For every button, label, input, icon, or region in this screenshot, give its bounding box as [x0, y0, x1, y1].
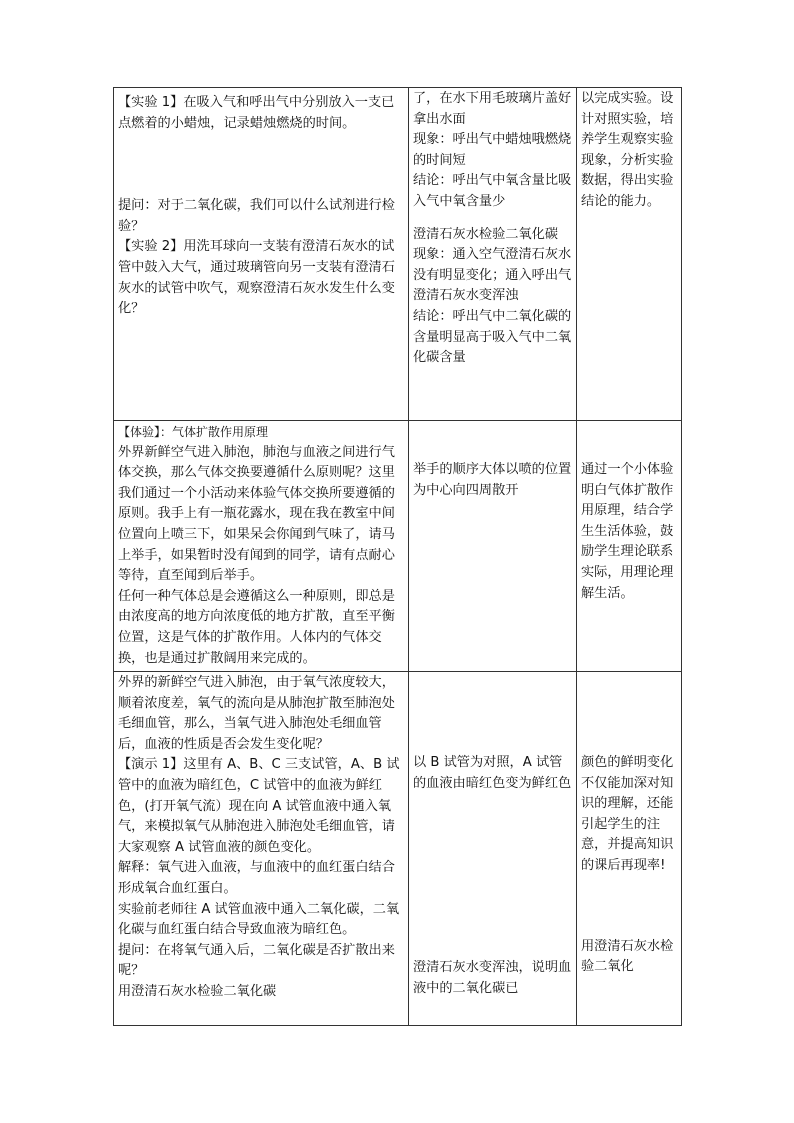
student-text: 现象：通入空气澄清石灰水没有明显变化；通入呼出气澄清石灰水变浑浊 [413, 247, 572, 304]
teacher-text: 外界的新鲜空气进入肺泡，由于氧气浓度较大，顺着浓度差，氧气的流向是从肺泡扩散至肺泡处毛细血管，那么，当氧气进入肺泡处毛细血管后，血液的性质是否会发生变化呢？ [118, 675, 395, 752]
design-intent-cell [577, 421, 682, 672]
experiment-2-text: 【实验 2】用洗耳球向一支装有澄清石灰水的试管中鼓入大气，通过玻璃管向另一支装有澄清石灰水的试管中吹气，观察澄清石灰水发生什么变化？ [118, 239, 395, 317]
table-row [114, 88, 682, 421]
teacher-text: 用澄清石灰水检验二氧化碳 [118, 983, 277, 999]
student-text: 以 B 试管为对照，A 试管的血液由暗红色变为鲜红色 [413, 755, 572, 791]
teacher-activity-cell [114, 421, 409, 672]
intent-text: 通过一个小体验明白气体扩散作用原理，结合学生生活体验，鼓励学生理论联系实际，用理论理解生活。 [581, 462, 674, 601]
teacher-activity-cell [114, 672, 409, 1026]
question-text: 提问：在将氧气通入后，二氧化碳是否扩散出来呢？ [118, 942, 395, 979]
student-text: 了，在水下用毛玻璃片盖好拿出水面 [413, 91, 572, 127]
explanation-text: 解释：氧气进入血液，与血液中的血红蛋白结合形成氧合血红蛋白。 [118, 860, 395, 896]
student-activity-cell [409, 88, 577, 421]
teacher-activity-cell [114, 88, 409, 421]
student-activity-cell [409, 421, 577, 672]
table-row [114, 421, 682, 672]
student-text: 结论：呼出气中二氧化碳的含量明显高于吸入气中二氧化碳含量 [413, 308, 572, 366]
teacher-text: 外界新鲜空气进入肺泡，肺泡与血液之间进行气体交换，那么气体交换要遵循什么原则呢？这里我们通过一个小活动来体验气体交换所要遵循的原则。我手上有一瓶花露水，现在我在教室中间位置向上喷三下，如果呆会你闻到气味了，请马上举手，如果暂时没有闻到的同学，请有点耐心等待，直至闻到后举手。 [118, 444, 395, 584]
experiment-1-text: 【实验 1】在吸入气和呼出气中分别放入一支已点燃着的小蜡烛，记录蜡烛燃烧的时间。 [118, 95, 395, 131]
student-text: 结论：呼出气中氧含量比吸入气中氧含量少 [413, 173, 572, 209]
intent-text: 颜色的鲜明变化不仅能加深对知识的理解，还能引起学生的注意，并提高知识的课后再现率! [581, 755, 674, 873]
teacher-text: 任何一种气体总是会遵循这么一种原则，即总是由浓度高的地方向浓度低的地方扩散，直至平衡位置，这是气体的扩散作用。人体内的气体交换，也是通过扩散阔用来完成的。 [118, 588, 395, 666]
intent-text: 以完成实验。设计对照实验，培养学生观察实验现象，分析实验数据，得出实验结论的能力。 [581, 91, 674, 209]
student-text: 举手的顺序大体以喷的位置为中心向四周散开 [413, 462, 572, 498]
question-text: 提问：对于二氧化碳，我们可以什么试剂进行检验？ [118, 198, 395, 234]
lesson-plan-table [113, 87, 682, 1026]
table-row [114, 672, 682, 1026]
student-text: 澄清石灰水检验二氧化碳 [413, 226, 559, 242]
design-intent-cell [577, 672, 682, 1026]
teacher-text: 实验前老师往 A 试管血液中通入二氧化碳，二氧化碳与血红蛋白结合导致血液为暗红色。 [118, 901, 400, 938]
design-intent-cell [577, 88, 682, 421]
intent-text: 用澄清石灰水检验二氧化 [581, 938, 674, 975]
student-text: 澄清石灰水变浑浊，说明血液中的二氧化碳已 [413, 960, 572, 996]
experience-heading: 【体验】：气体扩散作用原理 [118, 425, 269, 439]
student-activity-cell [409, 672, 577, 1026]
student-text: 现象：呼出气中蜡烛哦燃烧的时间短 [413, 132, 572, 168]
demo-1-text: 【演示 1】这里有 A、B、C 三支试管，A、B 试管中的血液为暗红色，C 试管中的血液为鲜红色，(打开氧气流）现在向 A 试管血液中通入氧气，来模拟氧气从肺泡进入肺泡处毛细血管，请大家观察 A 试管血液的颜色变化。 [118, 757, 400, 855]
